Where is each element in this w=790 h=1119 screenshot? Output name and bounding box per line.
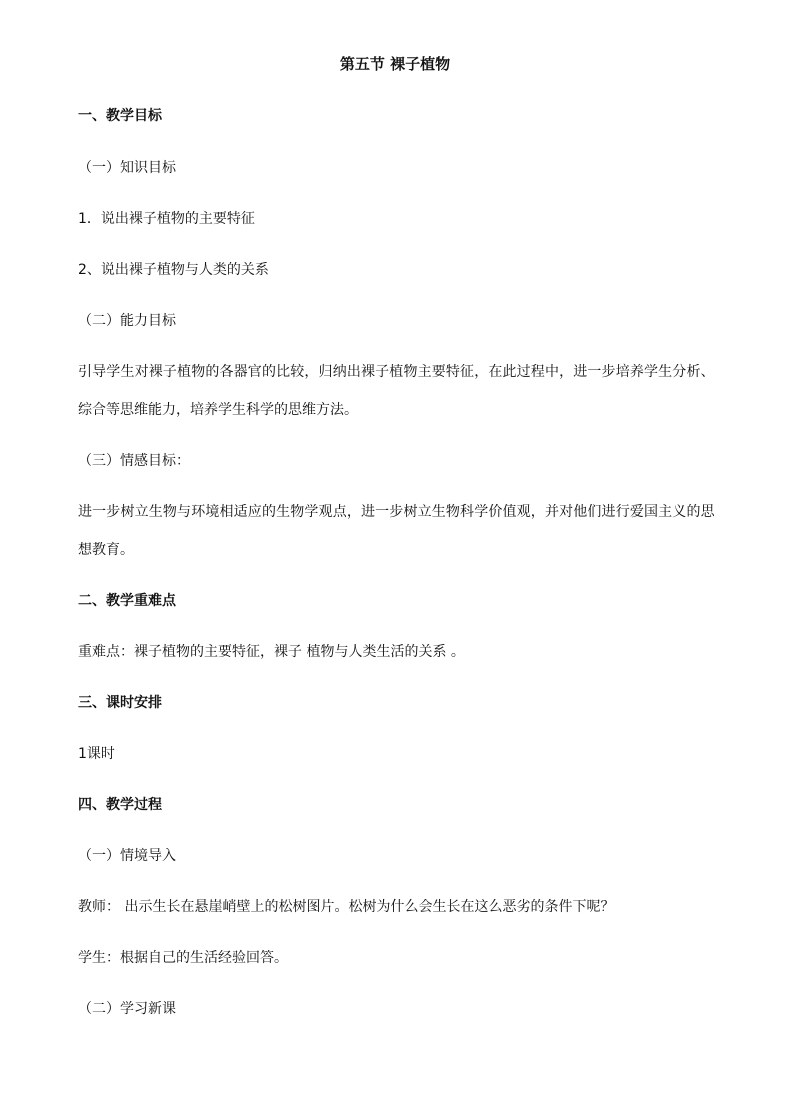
subheading-scenario-intro: （一）情境导入 xyxy=(78,848,176,864)
page-title: 第五节 裸子植物 xyxy=(339,55,451,73)
schedule-content: 1课时 xyxy=(78,746,115,762)
knowledge-item-2: 2、说出裸子植物与人类的关系 xyxy=(78,262,269,278)
ability-paragraph-line-1: 引导学生对裸子植物的各器官的比较，归纳出裸子植物主要特征，在此过程中，进一步培养学生分析、 xyxy=(78,364,715,380)
subheading-emotion-goals: （三）情感目标： xyxy=(78,453,190,469)
knowledge-item-1: 1．说出裸子植物的主要特征 xyxy=(78,211,255,227)
section-heading-key-points: 二、教学重难点 xyxy=(78,593,176,609)
emotion-paragraph-line-1: 进一步树立生物与环境相适应的生物学观点，进一步树立生物科学价值观，并对他们进行爱国主义的思 xyxy=(78,504,715,520)
section-heading-objectives: 一、教学目标 xyxy=(78,108,162,124)
subheading-ability-goals: （二）能力目标 xyxy=(78,313,176,329)
ability-paragraph-line-2: 综合等思维能力，培养学生科学的思维方法。 xyxy=(78,402,358,418)
emotion-paragraph-line-2: 想教育。 xyxy=(78,542,134,558)
subheading-knowledge-goals: （一）知识目标 xyxy=(78,160,176,176)
subheading-new-lesson: （二）学习新课 xyxy=(78,1001,176,1017)
section-heading-process: 四、教学过程 xyxy=(78,797,162,813)
key-points-content: 重难点：裸子植物的主要特征，裸子 植物与人类生活的关系 。 xyxy=(78,644,465,660)
student-line: 学生：根据自己的生活经验回答。 xyxy=(78,950,288,966)
teacher-line: 教师： 出示生长在悬崖峭壁上的松树图片。松树为什么会生长在这么恶劣的条件下呢？ xyxy=(78,899,615,915)
section-heading-schedule: 三、课时安排 xyxy=(78,695,162,711)
